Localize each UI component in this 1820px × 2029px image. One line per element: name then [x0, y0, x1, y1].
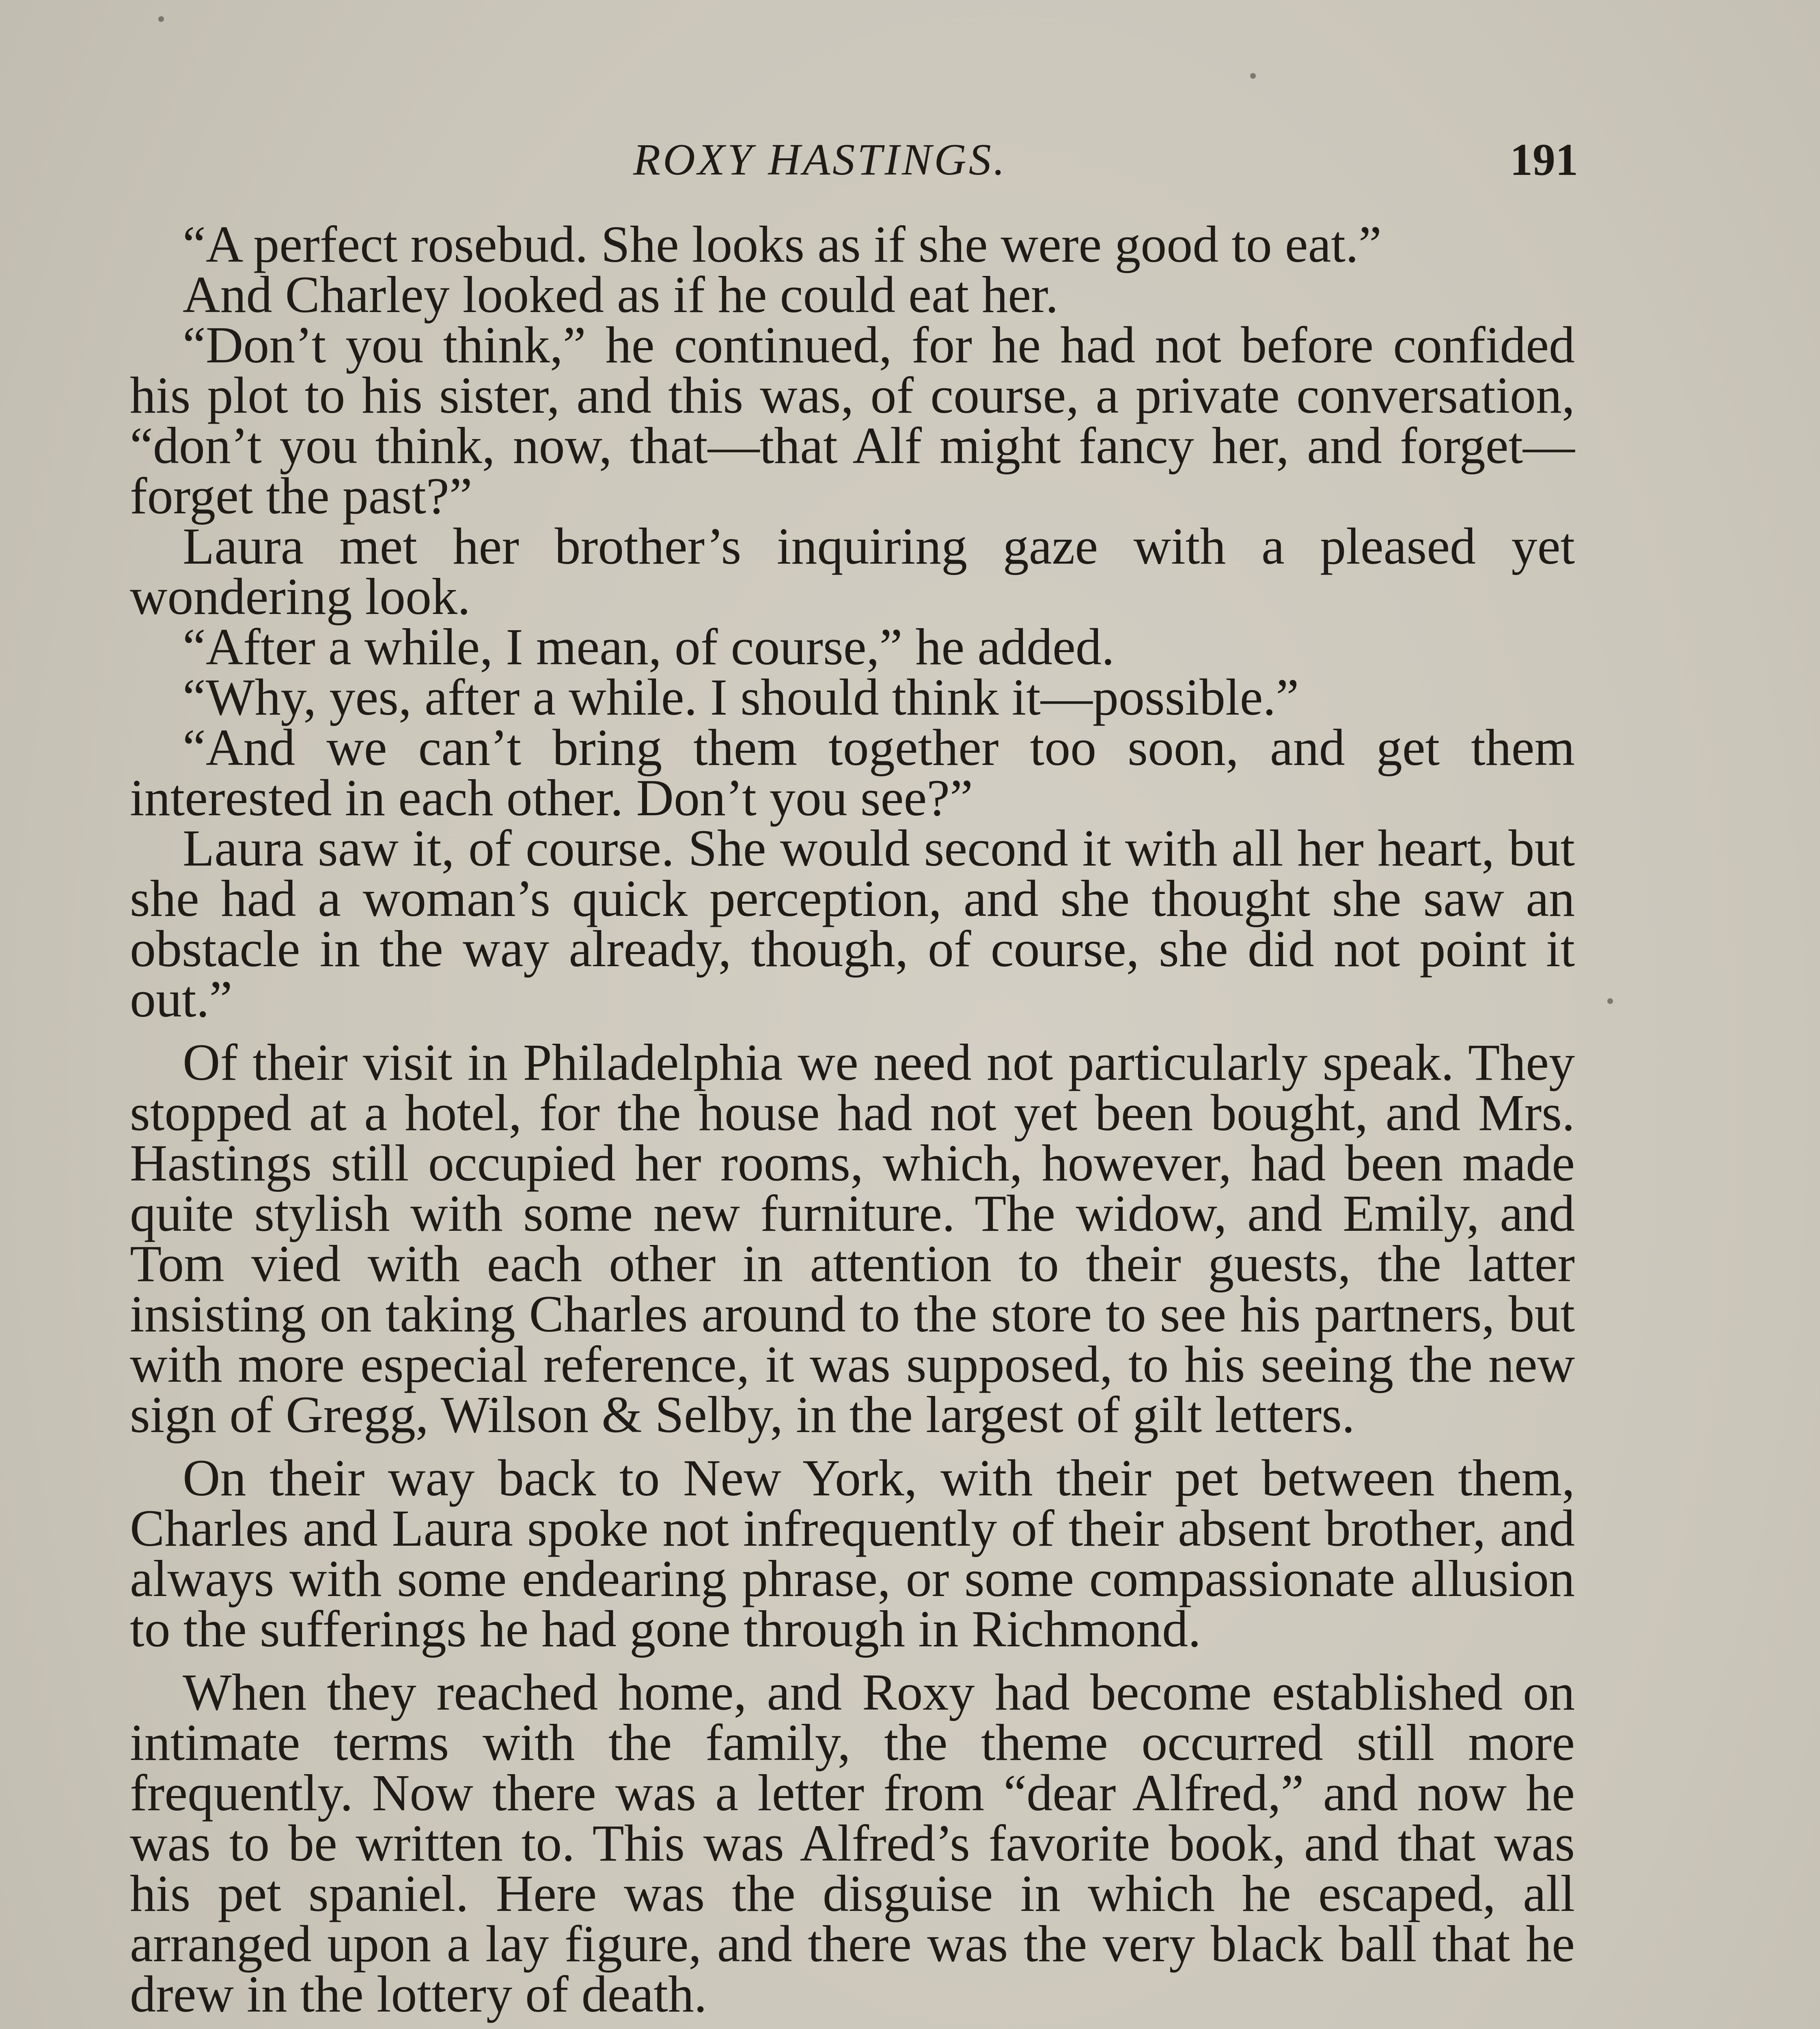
running-head: ROXY HASTINGS.: [633, 135, 1007, 184]
page-header: [0, 122, 1820, 187]
paper-speck: [158, 16, 164, 22]
paper-speck: [1250, 73, 1256, 79]
paragraph: “After a while, I mean, of course,” he added.: [183, 618, 1115, 676]
paper-speck: [1607, 998, 1613, 1004]
paragraph: Of their visit in Philadelphia we need not particularly speak. They stopped at a hotel, for the house had not yet been bought, and Mrs. Hastings still occupied her rooms, which, however, had been made quite stylish with some new furniture. The widow, and Emily, and Tom vied with each other in attention to their guests, the latter insisting on taking Charles around to the store to see his partners, but with more especial reference, it was supposed, to his seeing the new sign of Gregg, Wilson & Selby, in the largest of gilt letters.: [130, 1034, 1575, 1443]
page-number: 191: [1510, 135, 1578, 185]
paragraph: “Why, yes, after a while. I should think it—possible.”: [183, 668, 1299, 726]
paragraph: When they reached home, and Roxy had become established on intimate terms with the family, the theme occurred still more frequently. Now there was a letter from “dear Alfred,” and now he was to be written to. This was Alfred’s favorite book, and that was his pet spaniel. Here was the disguise in which he escaped, all arranged upon a lay figure, and there was the very black ball that he drew in the lottery of death.: [130, 1663, 1575, 2023]
paragraph: On their way back to New York, with their pet between them, Charles and Laura spoke not infrequently of their absent brother, and always with some endearing phrase, or some compassionate allusion to the sufferings he had gone through in Richmond.: [130, 1449, 1575, 1658]
body-text: [130, 215, 1575, 2029]
paragraph: “A perfect rosebud. She looks as if she were good to eat.”: [183, 215, 1382, 273]
paragraph: “And we can’t bring them together too soon, and get them interested in each other. Don’t you see?”: [130, 719, 1575, 827]
paragraph: Laura met her brother’s inquiring gaze with a pleased yet wondering look.: [130, 517, 1575, 625]
paragraph: And Charley looked as if he could eat her.: [183, 266, 1059, 323]
paragraph: “Don’t you think,” he continued, for he had not before confided his plot to his sister, and this was, of course, a private conversation, “don’t you think, now, that—that Alf might fancy her, and forget—forget the past?”: [130, 316, 1575, 525]
paragraph: Laura saw it, of course. She would second it with all her heart, but she had a woman’s quick perception, and she thought she saw an obstacle in the way already, though, of course, she did not point it out.”: [130, 819, 1575, 1028]
